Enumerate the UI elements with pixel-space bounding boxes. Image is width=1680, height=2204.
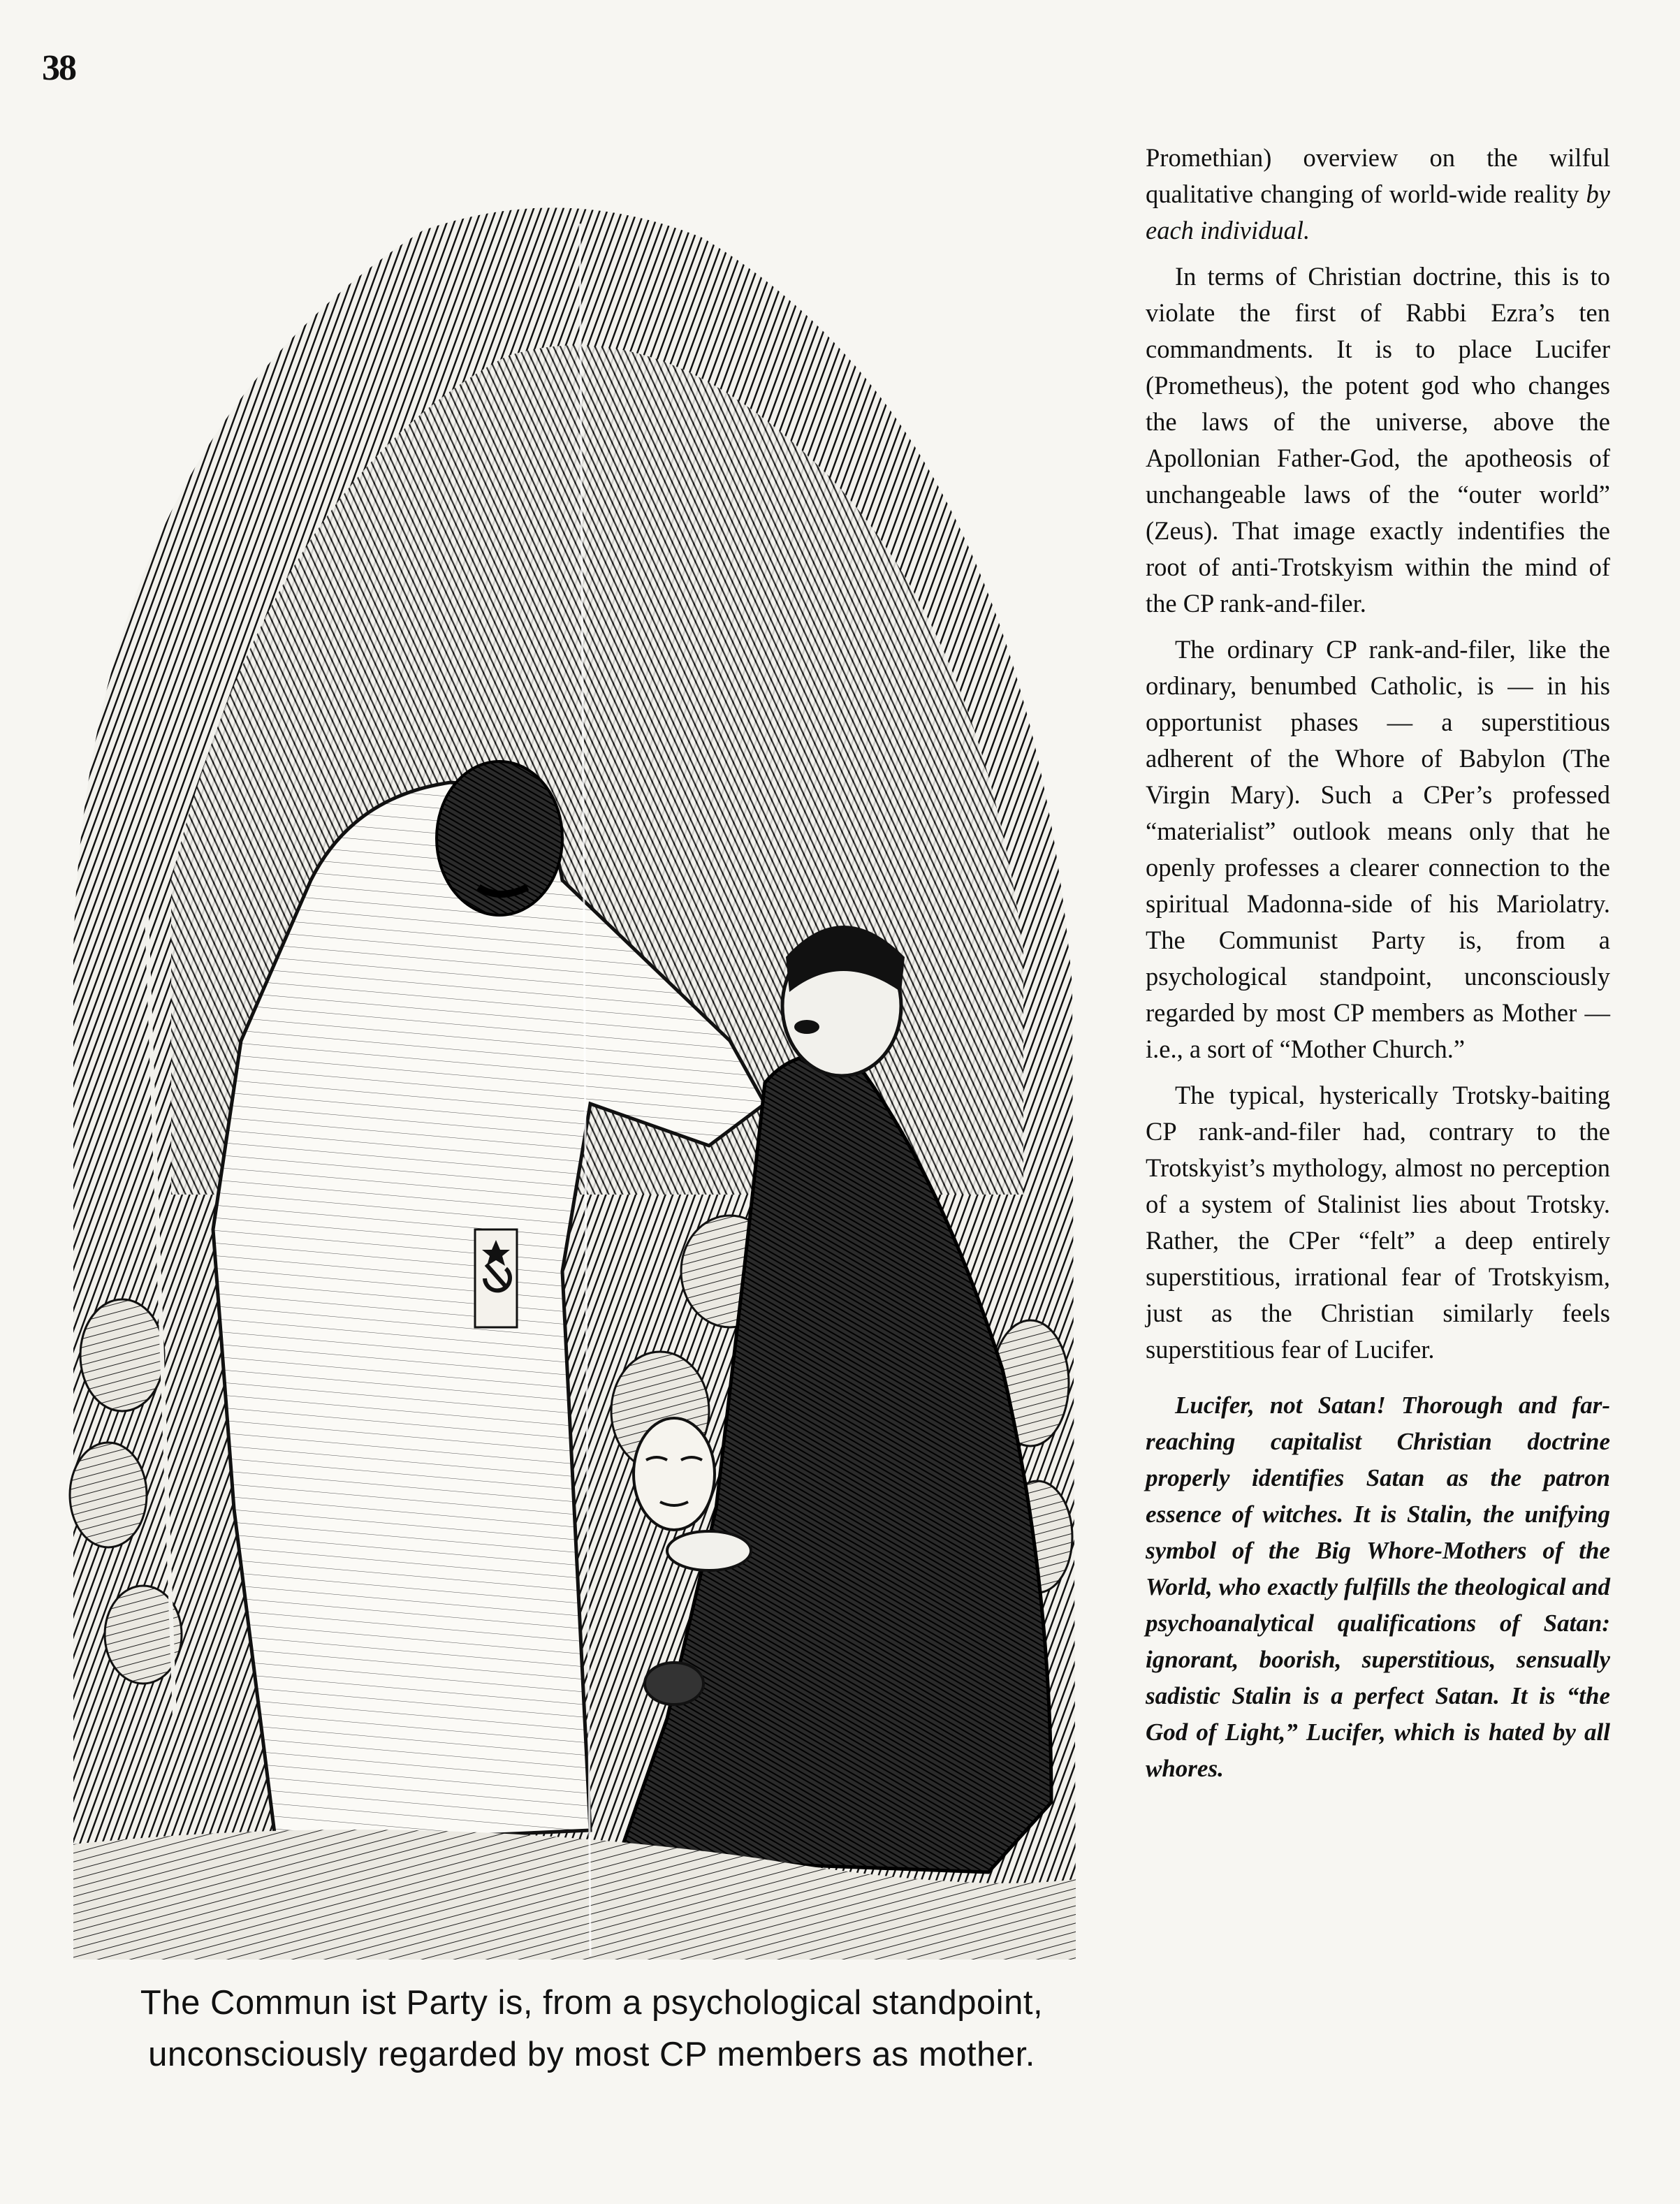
paragraph-1-text: Promethian) overview on the wilful qualitative changing of world-wide reality <box>1146 143 1610 208</box>
illustration-caption <box>78 1977 1105 2080</box>
paragraph-2: In terms of Christian doctrine, this is to violate the first of Rabbi Ezra’s ten commandments. It is to place Lucifer (Prometheus), the potent god who changes the laws of the universe, above the Apollonian Father-God, the apotheosis of unchangeable laws of the “outer world” (Zeus). That image exactly indentifies the root of anti-Trotskyism within the mind of the CP rank-and-filer. <box>1146 262 1610 618</box>
hammer-sickle-icon <box>475 1229 517 1327</box>
paragraph-5-italic: Lucifer, not Satan! Thorough and far-reaching capitalist Christian doctrine properly identifies Satan as the patron essence of witches. It is Stalin, the unifying symbol of the Big Whore-Mothers of the World, who exactly fulfills the theological and psychoanalytical qualifications of Satan: ignorant, boorish, superstitious, sensually sadistic Stalin is a perfect Satan. It is “the God of Light,” Lucifer, which is hated by all whores. <box>1146 1392 1610 1782</box>
paragraph-4: The typical, hysterically Trotsky-baiting CP rank-and-filer had, contrary to the Trotskyist’s mythology, almost no perception of a system of Stalinist lies about Trotsky. Rather, the CPer “felt” a deep entirely superstitious, irrational fear of Trotskyism, just as the Christian similarly feels superstitious fear of Lucifer. <box>1146 1081 1610 1364</box>
page-number: 38 <box>42 48 75 88</box>
article-column <box>1146 140 1610 1797</box>
paragraph-3: The ordinary CP rank-and-filer, like the ordinary, benumbed Catholic, is — in his opportunist phases — a superstitious adherent of the Whore of Babylon (The Virgin Mary). Such a CPer’s professed “materialist” outlook means only that he openly professes a clearer connection to the spiritual Madonna-side of his Mariolatry. The Communist Party is, from a psychological standpoint, unconsciously regarded by most CP members as Mother — i.e., a sort of “Mother Church.” <box>1146 635 1610 1063</box>
caption-line-2: unconsciously regarded by most CP members as mother. <box>148 2036 1035 2073</box>
paragraph-1 <box>1146 140 1610 249</box>
paragraph-1-emphasis: by each individual. <box>1146 180 1610 245</box>
caption-line-1: The Commun ist Party is, from a psychological standpoint, <box>140 1984 1044 2022</box>
communion-illustration <box>59 182 1090 1966</box>
